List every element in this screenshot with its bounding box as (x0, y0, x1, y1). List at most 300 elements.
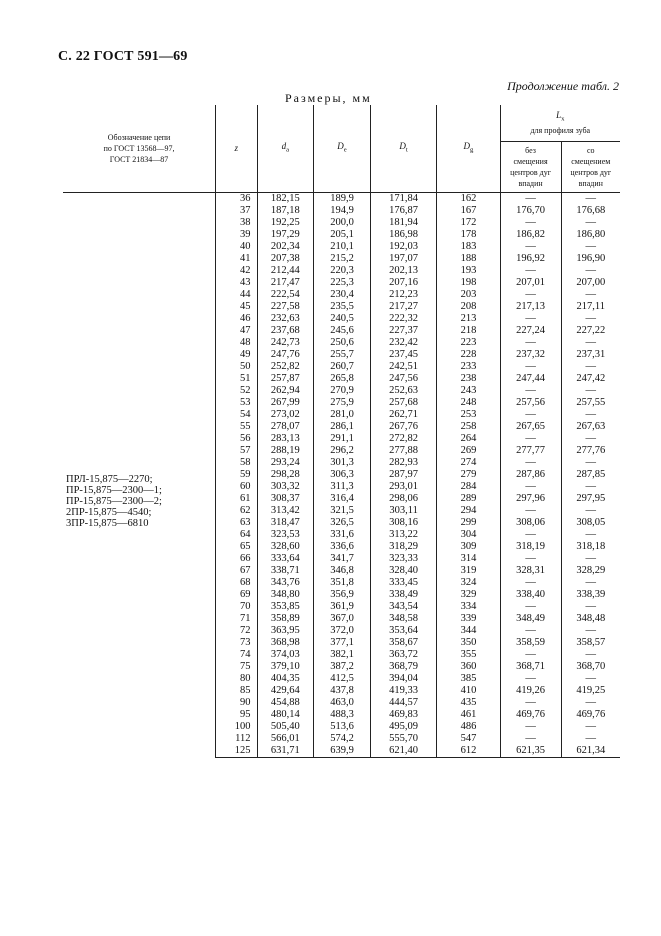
cell-de: 412,5 (314, 673, 371, 685)
cell-dg: 612 (437, 745, 500, 758)
cell-dt: 343,54 (370, 601, 436, 613)
designation-line: 3ПР-15,875—6810 (66, 518, 149, 529)
cell-lx-with: 358,57 (561, 637, 620, 649)
cell-z: 49 (216, 349, 257, 361)
cell-da: 338,71 (257, 565, 314, 577)
cell-da: 348,80 (257, 589, 314, 601)
cell-lx-without: — (500, 673, 561, 685)
cell-lx-with: — (561, 217, 620, 229)
cell-dg: 435 (437, 697, 500, 709)
cell-z: 55 (216, 421, 257, 433)
cell-da: 323,53 (257, 529, 314, 541)
cell-lx-with: — (561, 733, 620, 745)
cell-lx-with: 247,42 (561, 373, 620, 385)
cell-dt: 217,27 (370, 301, 436, 313)
cell-lx-without: 368,71 (500, 661, 561, 673)
cell-z: 67 (216, 565, 257, 577)
cell-lx-with: 217,11 (561, 301, 620, 313)
cell-dg: 223 (437, 337, 500, 349)
cell-da: 217,47 (257, 277, 314, 289)
cell-lx-without: — (500, 217, 561, 229)
cell-da: 454,88 (257, 697, 314, 709)
cell-lx-with: — (561, 673, 620, 685)
header-with-offset: со смещением центров дуг впадин (561, 142, 620, 193)
cell-dg: 547 (437, 733, 500, 745)
cell-da: 429,64 (257, 685, 314, 697)
cell-de: 260,7 (314, 361, 371, 373)
cell-lx-without: — (500, 241, 561, 253)
cell-lx-without: — (500, 721, 561, 733)
cell-lx-without: — (500, 193, 561, 206)
cell-lx-with: — (561, 289, 620, 301)
cell-de: 326,5 (314, 517, 371, 529)
cell-dg: 264 (437, 433, 500, 445)
cell-lx-without: 207,01 (500, 277, 561, 289)
cell-da: 237,68 (257, 325, 314, 337)
cell-lx-without: — (500, 697, 561, 709)
cell-z: 71 (216, 613, 257, 625)
cell-lx-with: 328,29 (561, 565, 620, 577)
cell-lx-with: — (561, 577, 620, 589)
cell-da: 363,95 (257, 625, 314, 637)
cell-dg: 324 (437, 577, 500, 589)
cell-z: 68 (216, 577, 257, 589)
cell-de: 275,9 (314, 397, 371, 409)
cell-da: 328,60 (257, 541, 314, 553)
cell-de: 387,2 (314, 661, 371, 673)
cell-lx-without: 267,65 (500, 421, 561, 433)
cell-z: 39 (216, 229, 257, 241)
cell-de: 488,3 (314, 709, 371, 721)
cell-da: 247,76 (257, 349, 314, 361)
cell-lx-with: 338,39 (561, 589, 620, 601)
cell-lx-with: 196,90 (561, 253, 620, 265)
cell-z: 80 (216, 673, 257, 685)
cell-de: 296,2 (314, 445, 371, 457)
cell-da: 187,18 (257, 205, 314, 217)
cell-z: 38 (216, 217, 257, 229)
cell-dt: 444,57 (370, 697, 436, 709)
cell-z: 48 (216, 337, 257, 349)
cell-z: 85 (216, 685, 257, 697)
cell-dg: 198 (437, 277, 500, 289)
cell-dg: 208 (437, 301, 500, 313)
header-da: $d_a$ (257, 105, 314, 193)
cell-lx-with: 297,95 (561, 493, 620, 505)
cell-dt: 227,37 (370, 325, 436, 337)
cell-da: 273,02 (257, 409, 314, 421)
cell-lx-with: — (561, 337, 620, 349)
cell-lx-with: 207,00 (561, 277, 620, 289)
page-header: С. 22 ГОСТ 591—69 (58, 49, 188, 64)
cell-de: 205,1 (314, 229, 371, 241)
cell-de: 281,0 (314, 409, 371, 421)
cell-z: 100 (216, 721, 257, 733)
cell-dt: 495,09 (370, 721, 436, 733)
cell-dt: 252,63 (370, 385, 436, 397)
cell-da: 227,58 (257, 301, 314, 313)
cell-dt: 333,45 (370, 577, 436, 589)
cell-lx-without: — (500, 337, 561, 349)
cell-dt: 232,42 (370, 337, 436, 349)
cell-lx-without: — (500, 553, 561, 565)
cell-z: 45 (216, 301, 257, 313)
cell-z: 43 (216, 277, 257, 289)
cell-da: 308,37 (257, 493, 314, 505)
cell-da: 267,99 (257, 397, 314, 409)
cell-dt: 621,40 (370, 745, 436, 758)
cell-dt: 287,97 (370, 469, 436, 481)
cell-de: 270,9 (314, 385, 371, 397)
cell-dt: 353,64 (370, 625, 436, 637)
cell-dt: 323,33 (370, 553, 436, 565)
cell-lx-with: — (561, 409, 620, 421)
cell-dg: 299 (437, 517, 500, 529)
cell-dg: 243 (437, 385, 500, 397)
cell-dt: 555,70 (370, 733, 436, 745)
chain-designations (63, 193, 216, 758)
cell-z: 70 (216, 601, 257, 613)
cell-de: 200,0 (314, 217, 371, 229)
cell-dt: 202,13 (370, 265, 436, 277)
cell-z: 69 (216, 589, 257, 601)
cell-dg: 188 (437, 253, 500, 265)
cell-lx-with: — (561, 625, 620, 637)
cell-dg: 279 (437, 469, 500, 481)
cell-z: 60 (216, 481, 257, 493)
cell-de: 225,3 (314, 277, 371, 289)
cell-lx-without: 469,76 (500, 709, 561, 721)
cell-da: 257,87 (257, 373, 314, 385)
cell-lx-without: 176,70 (500, 205, 561, 217)
cell-z: 63 (216, 517, 257, 529)
cell-dt: 358,67 (370, 637, 436, 649)
cell-lx-without: — (500, 601, 561, 613)
cell-dg: 339 (437, 613, 500, 625)
cell-z: 53 (216, 397, 257, 409)
cell-lx-with: 368,70 (561, 661, 620, 673)
cell-z: 73 (216, 637, 257, 649)
cell-dt: 171,84 (370, 193, 436, 206)
cell-dg: 218 (437, 325, 500, 337)
cell-lx-without: 257,56 (500, 397, 561, 409)
cell-lx-without: — (500, 649, 561, 661)
cell-dg: 274 (437, 457, 500, 469)
cell-dg: 284 (437, 481, 500, 493)
cell-lx-with: 257,55 (561, 397, 620, 409)
cell-lx-with: 176,68 (561, 205, 620, 217)
cell-z: 41 (216, 253, 257, 265)
cell-dt: 212,23 (370, 289, 436, 301)
cell-dt: 192,03 (370, 241, 436, 253)
table-continuation-note: Продолжение табл. 2 (507, 79, 619, 93)
cell-da: 283,13 (257, 433, 314, 445)
cell-dg: 355 (437, 649, 500, 661)
cell-lx-with: — (561, 649, 620, 661)
cell-lx-without: 621,35 (500, 745, 561, 758)
cell-da: 353,85 (257, 601, 314, 613)
cell-dt: 277,88 (370, 445, 436, 457)
cell-de: 235,5 (314, 301, 371, 313)
cell-da: 318,47 (257, 517, 314, 529)
cell-lx-without: — (500, 361, 561, 373)
cell-dg: 253 (437, 409, 500, 421)
cell-lx-with: 237,31 (561, 349, 620, 361)
cell-de: 220,3 (314, 265, 371, 277)
cell-dt: 419,33 (370, 685, 436, 697)
designation-line: ПРЛ-15,875—2270; (66, 474, 153, 485)
cell-da: 566,01 (257, 733, 314, 745)
cell-lx-without: 247,44 (500, 373, 561, 385)
cell-lx-with: — (561, 721, 620, 733)
cell-da: 313,42 (257, 505, 314, 517)
cell-dg: 334 (437, 601, 500, 613)
cell-z: 52 (216, 385, 257, 397)
cell-lx-without: 297,96 (500, 493, 561, 505)
cell-da: 343,76 (257, 577, 314, 589)
cell-z: 66 (216, 553, 257, 565)
cell-da: 374,03 (257, 649, 314, 661)
cell-lx-without: — (500, 289, 561, 301)
cell-lx-without: — (500, 265, 561, 277)
cell-da: 182,15 (257, 193, 314, 206)
cell-de: 341,7 (314, 553, 371, 565)
cell-de: 513,6 (314, 721, 371, 733)
cell-dt: 237,45 (370, 349, 436, 361)
cell-dt: 181,94 (370, 217, 436, 229)
cell-lx-with: — (561, 265, 620, 277)
cell-z: 58 (216, 457, 257, 469)
cell-lx-without: 227,24 (500, 325, 561, 337)
cell-dt: 247,56 (370, 373, 436, 385)
cell-z: 51 (216, 373, 257, 385)
cell-dg: 193 (437, 265, 500, 277)
dimensions-table (63, 105, 620, 758)
cell-lx-with: — (561, 385, 620, 397)
cell-lx-without: 217,13 (500, 301, 561, 313)
cell-da: 212,44 (257, 265, 314, 277)
cell-dt: 262,71 (370, 409, 436, 421)
cell-z: 75 (216, 661, 257, 673)
cell-z: 95 (216, 709, 257, 721)
cell-de: 194,9 (314, 205, 371, 217)
cell-da: 505,40 (257, 721, 314, 733)
cell-da: 278,07 (257, 421, 314, 433)
cell-de: 331,6 (314, 529, 371, 541)
cell-da: 368,98 (257, 637, 314, 649)
cell-de: 250,6 (314, 337, 371, 349)
cell-dt: 313,22 (370, 529, 436, 541)
cell-lx-without: — (500, 313, 561, 325)
cell-de: 463,0 (314, 697, 371, 709)
cell-lx-without: 287,86 (500, 469, 561, 481)
header-lx: $L_x$ для профиля зуба (500, 105, 620, 142)
cell-da: 242,73 (257, 337, 314, 349)
designation-line: ПР-15,875—2300—2; (66, 496, 162, 507)
cell-dg: 319 (437, 565, 500, 577)
cell-dg: 203 (437, 289, 500, 301)
cell-dg: 289 (437, 493, 500, 505)
cell-de: 639,9 (314, 745, 371, 758)
cell-z: 36 (216, 193, 257, 206)
cell-de: 255,7 (314, 349, 371, 361)
cell-de: 189,9 (314, 193, 371, 206)
cell-de: 306,3 (314, 469, 371, 481)
cell-z: 57 (216, 445, 257, 457)
cell-da: 333,64 (257, 553, 314, 565)
cell-z: 37 (216, 205, 257, 217)
cell-de: 291,1 (314, 433, 371, 445)
cell-lx-without: 237,32 (500, 349, 561, 361)
cell-da: 252,82 (257, 361, 314, 373)
cell-de: 382,1 (314, 649, 371, 661)
cell-dg: 178 (437, 229, 500, 241)
cell-dt: 318,29 (370, 541, 436, 553)
cell-z: 54 (216, 409, 257, 421)
cell-da: 202,34 (257, 241, 314, 253)
cell-dg: 233 (437, 361, 500, 373)
cell-de: 240,5 (314, 313, 371, 325)
cell-z: 74 (216, 649, 257, 661)
designation-line: 2ПР-15,875—4540; (66, 507, 152, 518)
header-designation: Обозначение цепи по ГОСТ 13568—97, ГОСТ 21834—87 (63, 105, 216, 193)
cell-dg: 486 (437, 721, 500, 733)
cell-z: 50 (216, 361, 257, 373)
cell-da: 232,63 (257, 313, 314, 325)
cell-lx-without: 186,82 (500, 229, 561, 241)
cell-da: 262,94 (257, 385, 314, 397)
cell-dg: 410 (437, 685, 500, 697)
cell-lx-without: — (500, 625, 561, 637)
cell-lx-with: — (561, 241, 620, 253)
cell-dg: 314 (437, 553, 500, 565)
cell-dg: 183 (437, 241, 500, 253)
cell-dg: 304 (437, 529, 500, 541)
units-caption: Размеры, мм (285, 91, 372, 105)
cell-lx-without: 318,19 (500, 541, 561, 553)
cell-lx-with: 277,76 (561, 445, 620, 457)
cell-lx-with: 308,05 (561, 517, 620, 529)
cell-de: 356,9 (314, 589, 371, 601)
cell-dt: 293,01 (370, 481, 436, 493)
cell-lx-without: 358,59 (500, 637, 561, 649)
cell-dg: 162 (437, 193, 500, 206)
cell-dg: 228 (437, 349, 500, 361)
cell-lx-with: 287,85 (561, 469, 620, 481)
cell-dt: 348,58 (370, 613, 436, 625)
header-dg: $D_g$ (437, 105, 500, 193)
cell-da: 298,28 (257, 469, 314, 481)
cell-lx-without: 348,49 (500, 613, 561, 625)
cell-lx-with: — (561, 697, 620, 709)
cell-lx-without: — (500, 385, 561, 397)
table-row (63, 193, 620, 206)
cell-da: 480,14 (257, 709, 314, 721)
cell-dt: 394,04 (370, 673, 436, 685)
cell-dg: 344 (437, 625, 500, 637)
cell-lx-with: — (561, 433, 620, 445)
cell-da: 207,38 (257, 253, 314, 265)
cell-z: 65 (216, 541, 257, 553)
header-z: z (216, 105, 257, 193)
cell-de: 316,4 (314, 493, 371, 505)
cell-de: 372,0 (314, 625, 371, 637)
cell-dg: 238 (437, 373, 500, 385)
cell-de: 230,4 (314, 289, 371, 301)
cell-dt: 257,68 (370, 397, 436, 409)
cell-de: 574,2 (314, 733, 371, 745)
cell-z: 90 (216, 697, 257, 709)
cell-lx-with: 186,80 (561, 229, 620, 241)
cell-de: 346,8 (314, 565, 371, 577)
cell-lx-without: 338,40 (500, 589, 561, 601)
cell-de: 351,8 (314, 577, 371, 589)
cell-lx-with: 348,48 (561, 613, 620, 625)
cell-da: 197,29 (257, 229, 314, 241)
cell-dg: 269 (437, 445, 500, 457)
cell-lx-with: 227,22 (561, 325, 620, 337)
cell-lx-with: — (561, 361, 620, 373)
designation-line: ПР-15,875—2300—1; (66, 485, 162, 496)
cell-dg: 350 (437, 637, 500, 649)
cell-lx-without: — (500, 733, 561, 745)
cell-dt: 338,49 (370, 589, 436, 601)
cell-da: 293,24 (257, 457, 314, 469)
header-de: $D_e$ (314, 105, 371, 193)
cell-da: 631,71 (257, 745, 314, 758)
cell-de: 437,8 (314, 685, 371, 697)
cell-dg: 172 (437, 217, 500, 229)
cell-lx-without: 419,26 (500, 685, 561, 697)
cell-dt: 207,16 (370, 277, 436, 289)
header-dt: $D_t$ (370, 105, 436, 193)
cell-lx-without: — (500, 577, 561, 589)
cell-lx-without: — (500, 529, 561, 541)
cell-da: 303,32 (257, 481, 314, 493)
cell-lx-with: 621,34 (561, 745, 620, 758)
cell-lx-without: — (500, 481, 561, 493)
cell-z: 72 (216, 625, 257, 637)
cell-lx-with: 267,63 (561, 421, 620, 433)
cell-z: 40 (216, 241, 257, 253)
cell-da: 222,54 (257, 289, 314, 301)
cell-lx-without: 196,92 (500, 253, 561, 265)
cell-dg: 294 (437, 505, 500, 517)
cell-de: 286,1 (314, 421, 371, 433)
cell-lx-with: 318,18 (561, 541, 620, 553)
cell-de: 367,0 (314, 613, 371, 625)
cell-da: 288,19 (257, 445, 314, 457)
cell-de: 215,2 (314, 253, 371, 265)
cell-lx-with: — (561, 601, 620, 613)
cell-z: 44 (216, 289, 257, 301)
cell-lx-without: — (500, 433, 561, 445)
cell-dg: 329 (437, 589, 500, 601)
cell-dt: 197,07 (370, 253, 436, 265)
cell-lx-without: — (500, 505, 561, 517)
cell-z: 112 (216, 733, 257, 745)
cell-lx-without: — (500, 457, 561, 469)
cell-dt: 303,11 (370, 505, 436, 517)
cell-da: 404,35 (257, 673, 314, 685)
cell-lx-with: — (561, 481, 620, 493)
cell-lx-with: — (561, 193, 620, 206)
cell-z: 42 (216, 265, 257, 277)
cell-z: 59 (216, 469, 257, 481)
cell-dg: 461 (437, 709, 500, 721)
cell-lx-with: — (561, 505, 620, 517)
cell-lx-without: 277,77 (500, 445, 561, 457)
